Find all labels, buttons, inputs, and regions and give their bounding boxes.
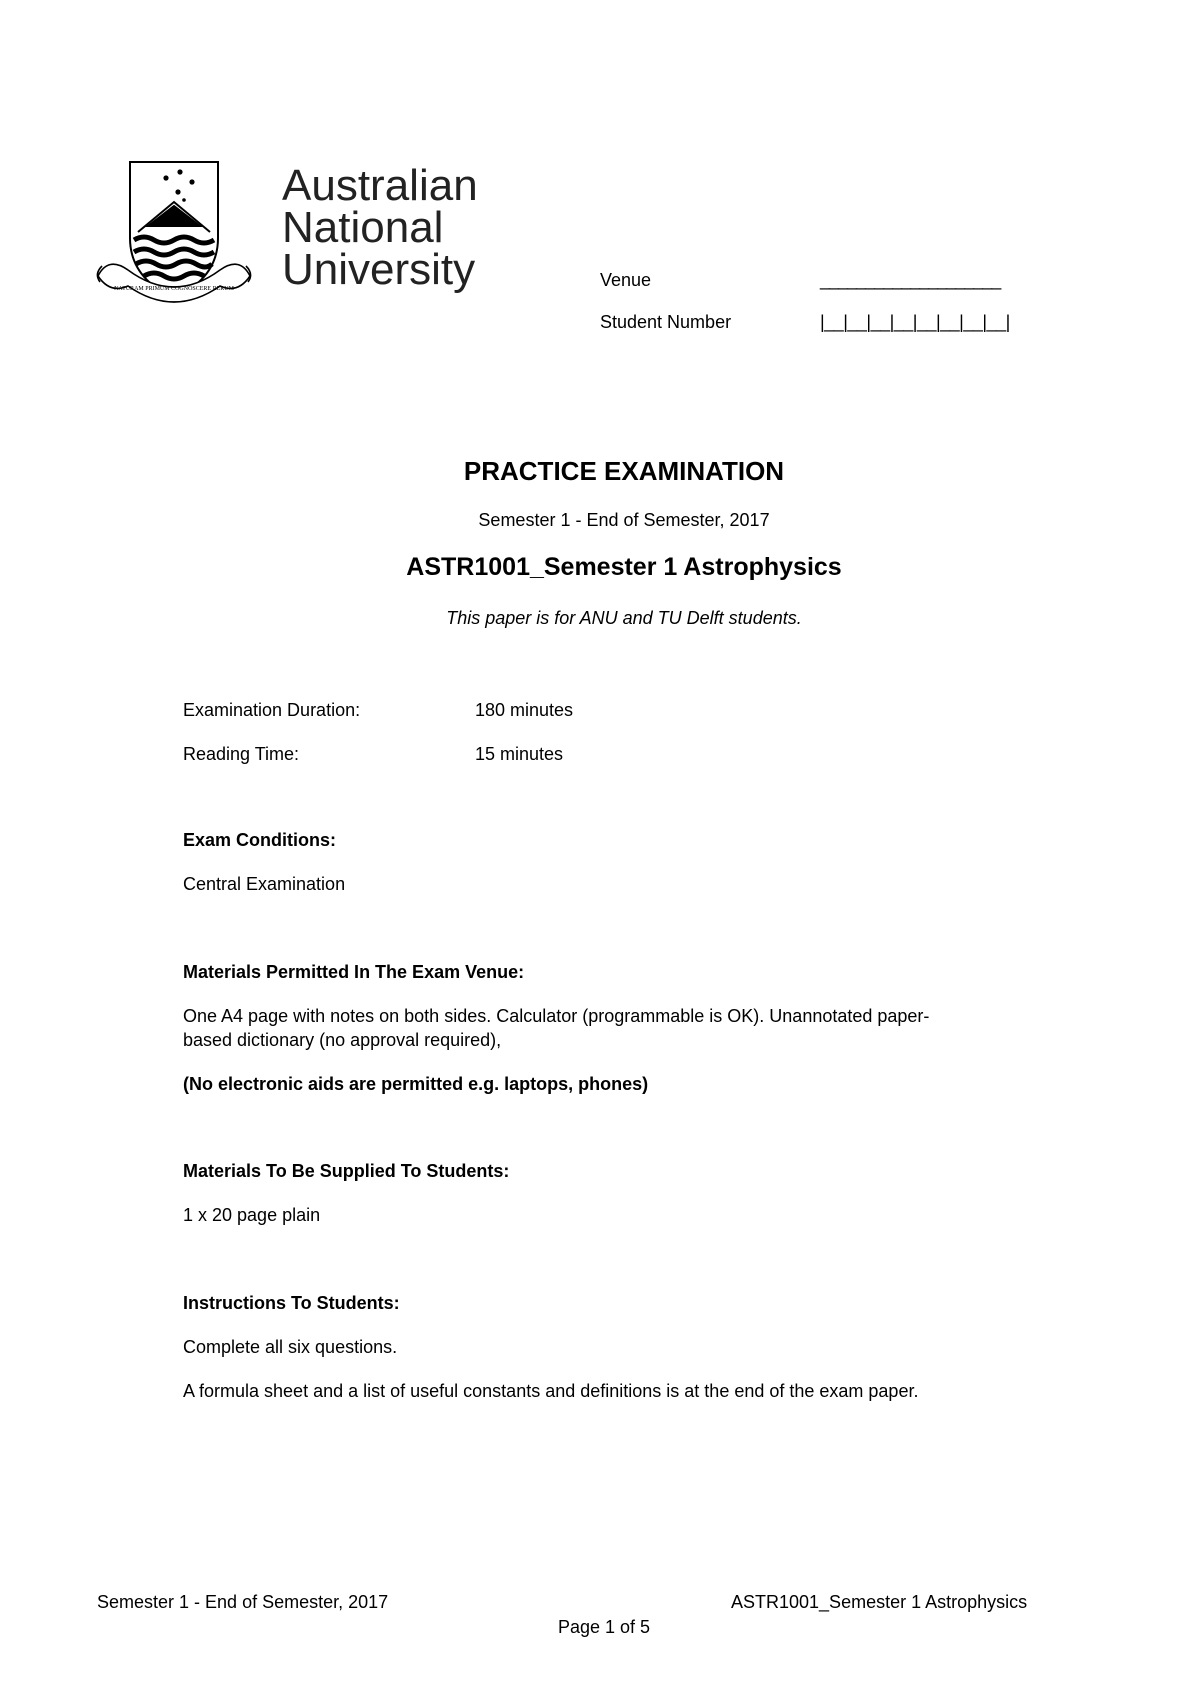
instructions-line2: A formula sheet and a list of useful constants and definitions is at the end of the exam paper. (183, 1381, 919, 1401)
page-number: Page 1 of 5 (557, 1617, 651, 1637)
conditions-heading: Exam Conditions: (183, 830, 337, 850)
logo-name-line2: National (282, 203, 444, 252)
footer-exam-period: Semester 1 - End of Semester, 2017 (97, 1592, 389, 1612)
course-title: ASTR1001_Semester 1 Astrophysics (406, 553, 842, 581)
materials-permitted-note: (No electronic aids are permitted e.g. laptops, phones) (183, 1074, 649, 1094)
logo-name-line1: Australian (282, 161, 478, 210)
reading-time-label: Reading Time: (183, 744, 300, 764)
conditions-text: Central Examination (183, 874, 346, 894)
student-number-field[interactable]: |__|__|__|__|__|__|__|__| (820, 312, 1010, 332)
exam-period: Semester 1 - End of Semester, 2017 (478, 510, 770, 530)
anu-crest-icon (97, 162, 250, 302)
footer-course-title: ASTR1001_Semester 1 Astrophysics (731, 1592, 1028, 1612)
duration-label: Examination Duration: (183, 700, 361, 720)
instructions-heading: Instructions To Students: (183, 1293, 400, 1313)
materials-supplied-text: 1 x 20 page plain (183, 1205, 321, 1225)
audience-note: This paper is for ANU and TU Delft students. (446, 608, 802, 628)
duration-value: 180 minutes (475, 700, 574, 720)
materials-permitted-line1: One A4 page with notes on both sides. Calculator (programmable is OK). Unannotated paper- (183, 1006, 930, 1026)
page-title: PRACTICE EXAMINATION (463, 456, 785, 486)
venue-field[interactable]: ____________________ (820, 270, 1001, 290)
materials-supplied-heading: Materials To Be Supplied To Students: (183, 1161, 510, 1181)
venue-label: Venue (600, 270, 652, 290)
anu-logo (88, 158, 508, 308)
reading-time-value: 15 minutes (475, 744, 564, 764)
instructions-line1: Complete all six questions. (183, 1337, 398, 1357)
student-number-label: Student Number (600, 312, 732, 332)
materials-permitted-line2: based dictionary (no approval required), (183, 1030, 502, 1050)
logo-motto: NATURAM PRIMUM COGNOSCERE RERUM (114, 286, 234, 292)
logo-name-line3: University (282, 245, 476, 294)
materials-permitted-heading: Materials Permitted In The Exam Venue: (183, 962, 525, 982)
